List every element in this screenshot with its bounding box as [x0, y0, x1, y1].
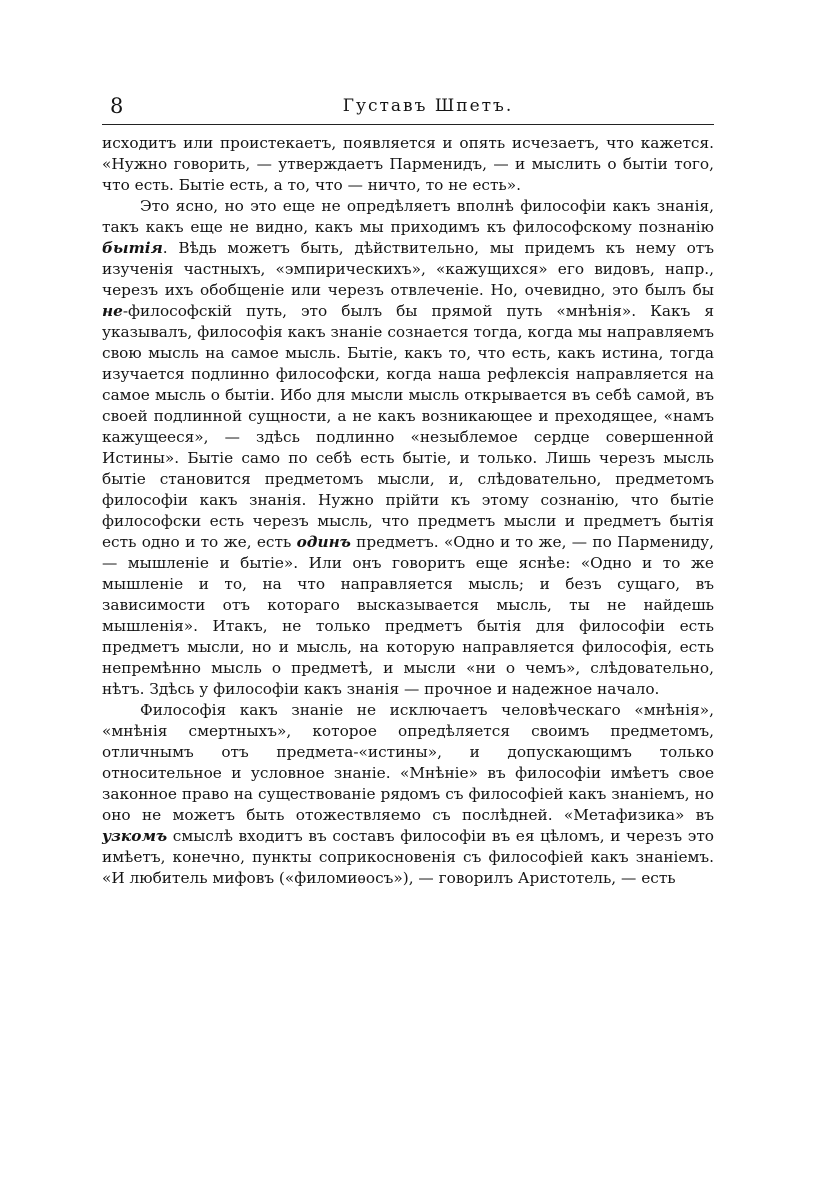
text-run: Это ясно, но это еще не опредѣляетъ вполнѣ философіи какъ знанія, такъ какъ еще не видно, какъ мы приходимъ къ философскому познанію [102, 197, 714, 236]
text-run: исходитъ или проистекаетъ, появляется и опять исчезаетъ, что кажется. «Нужно говорить, — утверждаетъ Парменидъ, — и мыслить о бытіи того, что есть. Бытіе есть, а то, что — ничто, то не есть». [102, 134, 714, 194]
text-run: смыслѣ входитъ въ составъ философіи въ ея цѣломъ, и черезъ это имѣетъ, конечно, пункты соприкосновенія съ философіей какъ знаніемъ. «И любитель мифовъ («филомиѳосъ»), — говорилъ Аристотель, — есть [102, 827, 714, 887]
emphasis-text: узкомъ [102, 827, 168, 845]
text-run: Философія какъ знаніе не исключаетъ человѣческаго «мнѣнія», «мнѣнія смертныхъ», которое опредѣляется своимъ предметомъ, отличнымъ отъ предмета-«истины», и допускающимъ только относительное и условное знаніе. «Мнѣніе» въ философіи имѣетъ свое законное право на существованіе рядомъ съ философіей какъ знаніемъ, но оно не можетъ быть отожествляемо съ послѣдней. «Метафизика» въ [102, 701, 714, 824]
emphasis-text: одинъ [296, 533, 351, 551]
text-run: -философскій путь, это былъ бы прямой путь «мнѣнія». Какъ я указывалъ, философія какъ знаніе сознается тогда, когда мы направляемъ свою мысль на самое мысль. Бытіе, какъ то, что есть, какъ истина, тогда изучается подлинно философски, когда наша рефлексія направляется на самое мысль о бытіи. Ибо для мысли мысль открывается въ себѣ самой, въ своей подлинной сущности, а не какъ возникающее и преходящее, «намъ кажущееся», — здѣсь подлинно «незыблемое сердце совершенной Истины». Бытіе само по себѣ есть бытіе, и только. Лишь черезъ мысль бытіе становится предметомъ мысли, и, слѣдовательно, предметомъ философіи какъ знанія. Нужно прійти къ этому сознанію, что бытіе философски есть черезъ мысль, что предметъ мысли и предметъ бытія есть одно и то же, есть [102, 302, 714, 551]
page-header [102, 94, 714, 125]
body-text [102, 133, 714, 889]
text-run: . Вѣдь можетъ быть, дѣйствительно, мы придемъ къ нему отъ изученія частныхъ, «эмпирическихъ», «кажущихся» его видовъ, напр., черезъ ихъ обобщеніе или черезъ отвлеченіе. Но, очевидно, это былъ бы [102, 239, 714, 299]
paragraph [102, 700, 714, 889]
book-page [102, 94, 714, 889]
text-run: предметъ. «Одно и то же, — по Пармениду, — мышленіе и бытіе». Или онъ говоритъ еще яснѣе: «Одно и то же мышленіе и то, на что направляется мысль; и безъ сущаго, въ зависимости отъ котораго высказывается мысль, ты не найдешь мышленія». Итакъ, не только предметъ бытія для философіи есть предметъ мысли, но и мысль, на которую направляется философія, есть непремѣнно мысль о предметѣ, и мысли «ни о чемъ», слѣдовательно, нѣтъ. Здѣсь у философіи какъ знанія — прочное и надежное начало. [102, 533, 714, 698]
paragraph [102, 133, 714, 196]
emphasis-text: бытія [102, 239, 163, 257]
page-number: 8 [110, 94, 124, 118]
running-title: Густавъ Шпетъ. [342, 96, 514, 116]
paragraph [102, 196, 714, 700]
emphasis-text: не [102, 302, 123, 320]
